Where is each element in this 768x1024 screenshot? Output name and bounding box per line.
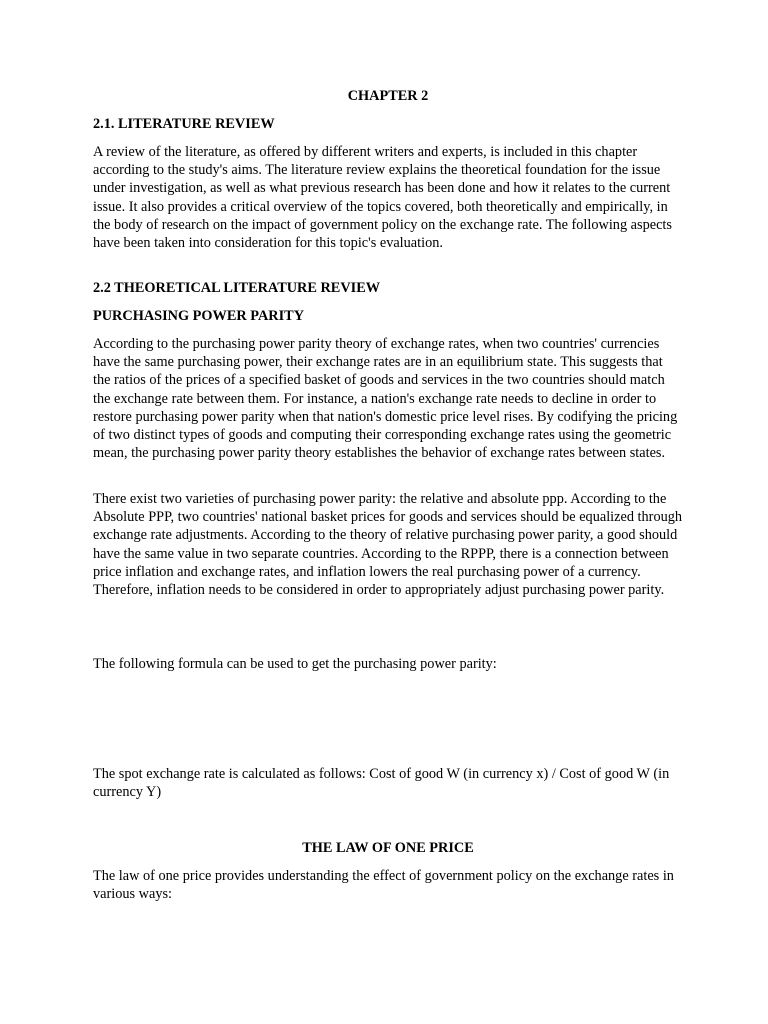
theoretical-review-heading: 2.2 THEORETICAL LITERATURE REVIEW <box>93 280 381 296</box>
ppp-paragraph-2: There exist two varieties of purchasing power parity: the relative and absolute ppp. According to the Absolute PPP, two countries' national basket prices for goods and services should be equalized through exchange rate adjustments. According to the theory of relative purchasing power parity, a good should have the same value in two separate countries. According to the RPPP, there is a connection between price inflation and exchange rates, and inflation lowers the real purchasing power of a currency. Therefore, inflation needs to be considered in order to appropriately adjust purchasing power parity. <box>93 491 683 599</box>
law-of-one-price-heading: THE LAW OF ONE PRICE <box>302 840 474 856</box>
formula-placeholder <box>93 690 683 750</box>
lit-review-paragraph: A review of the literature, as offered by different writers and experts, is included in this chapter according to the study's aims. The literature review explains the theoretical foundation for the issue under investigation, as well as what previous research has been done and how it relates to the current issue. It also provides a critical overview of the topics covered, both theoretically and empirically, in the body of research on the impact of government policy on the exchange rate. The following aspects have been taken into consideration for this topic's evaluation. <box>93 144 672 252</box>
spot-rate-paragraph: The spot exchange rate is calculated as follows: Cost of good W (in currency x) / Cost of good W (in currency Y) <box>93 766 670 801</box>
formula-intro: The following formula can be used to get the purchasing power parity: <box>93 656 497 672</box>
law-of-one-price-paragraph: The law of one price provides understanding the effect of government policy on the exchange rates in various ways: <box>93 868 674 903</box>
ppp-paragraph-1: According to the purchasing power parity theory of exchange rates, when two countries' currencies have the same purchasing power, their exchange rates are in an equilibrium state. This suggests that the ratios of the prices of a specified basket of goods and services in the two countries should match the exchange rate between them. For instance, a nation's exchange rate needs to decline in order to restore purchasing power parity when that nation's domestic price level rises. By codifying the pricing of two distinct types of goods and computing their corresponding exchange rates using the geometric mean, the purchasing power parity theory establishes the behavior of exchange rates between states. <box>93 336 678 462</box>
lit-review-heading: 2.1. LITERATURE REVIEW <box>93 116 275 132</box>
ppp-heading: PURCHASING POWER PARITY <box>93 308 305 324</box>
chapter-heading: CHAPTER 2 <box>347 88 429 104</box>
